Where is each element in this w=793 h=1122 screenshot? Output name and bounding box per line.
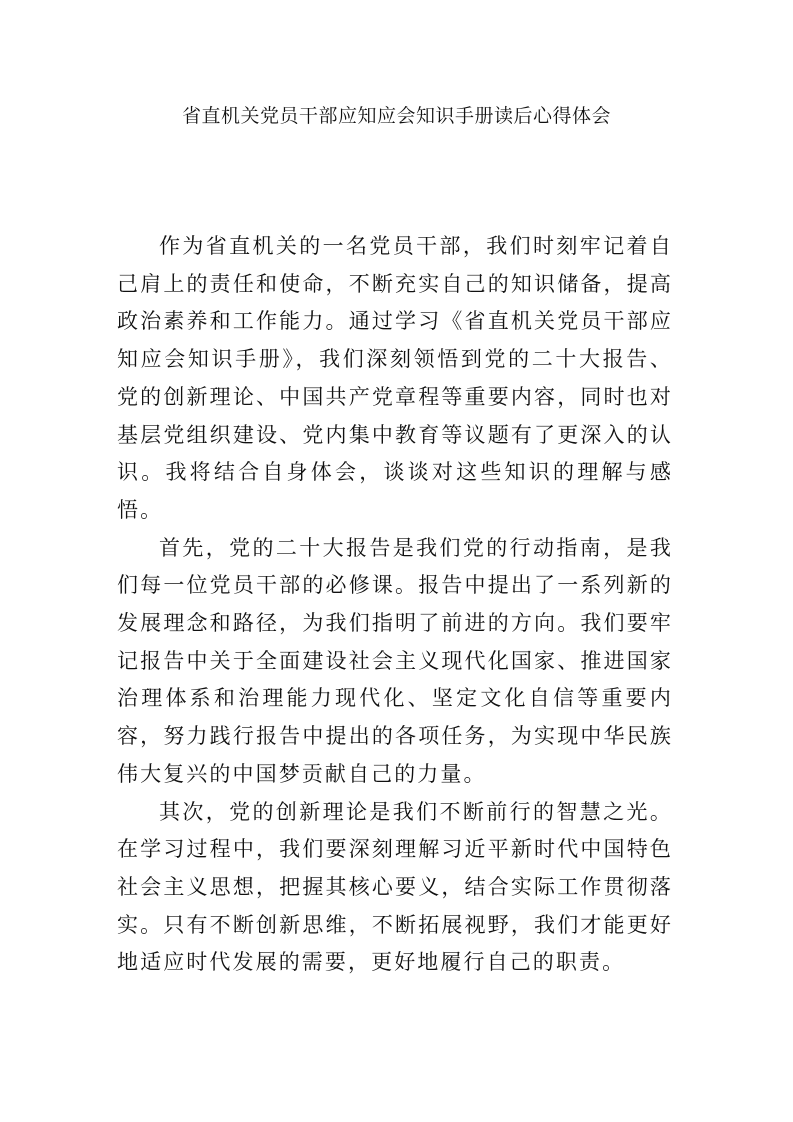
paragraph-first-point: 首先，党的二十大报告是我们党的行动指南，是我们每一位党员干部的必修课。报告中提出了一系列新的发展理念和路径，为我们指明了前进的方向。我们要牢记报告中关于全面建设社会主义现代化国家、推进国家治理体系和治理能力现代化、坚定文化自信等重要内容，努力践行报告中提出的各项任务，为实现中华民族伟大复兴的中国梦贡献自己的力量。 bbox=[117, 535, 673, 786]
document-title: 省直机关党员干部应知应会知识手册读后心得体会 bbox=[181, 105, 611, 127]
paragraph-intro: 作为省直机关的一名党员干部，我们时刻牢记着自己肩上的责任和使命，不断充实自己的知识储备，提高政治素养和工作能力。通过学习《省直机关党员干部应知应会知识手册》，我们深刻领悟到党的二十大报告、党的创新理论、中国共产党章程等重要内容，同时也对基层党组织建设、党内集中教育等议题有了更深入的认识。我将结合自身体会，谈谈对这些知识的理解与感悟。 bbox=[117, 234, 673, 522]
document-body bbox=[117, 228, 673, 982]
paragraph-second-point: 其次，党的创新理论是我们不断前行的智慧之光。在学习过程中，我们要深刻理解习近平新时代中国特色社会主义思想，把握其核心要义，结合实际工作贯彻落实。只有不断创新思维，不断拓展视野，我们才能更好地适应时代发展的需要，更好地履行自己的职责。 bbox=[117, 799, 673, 975]
